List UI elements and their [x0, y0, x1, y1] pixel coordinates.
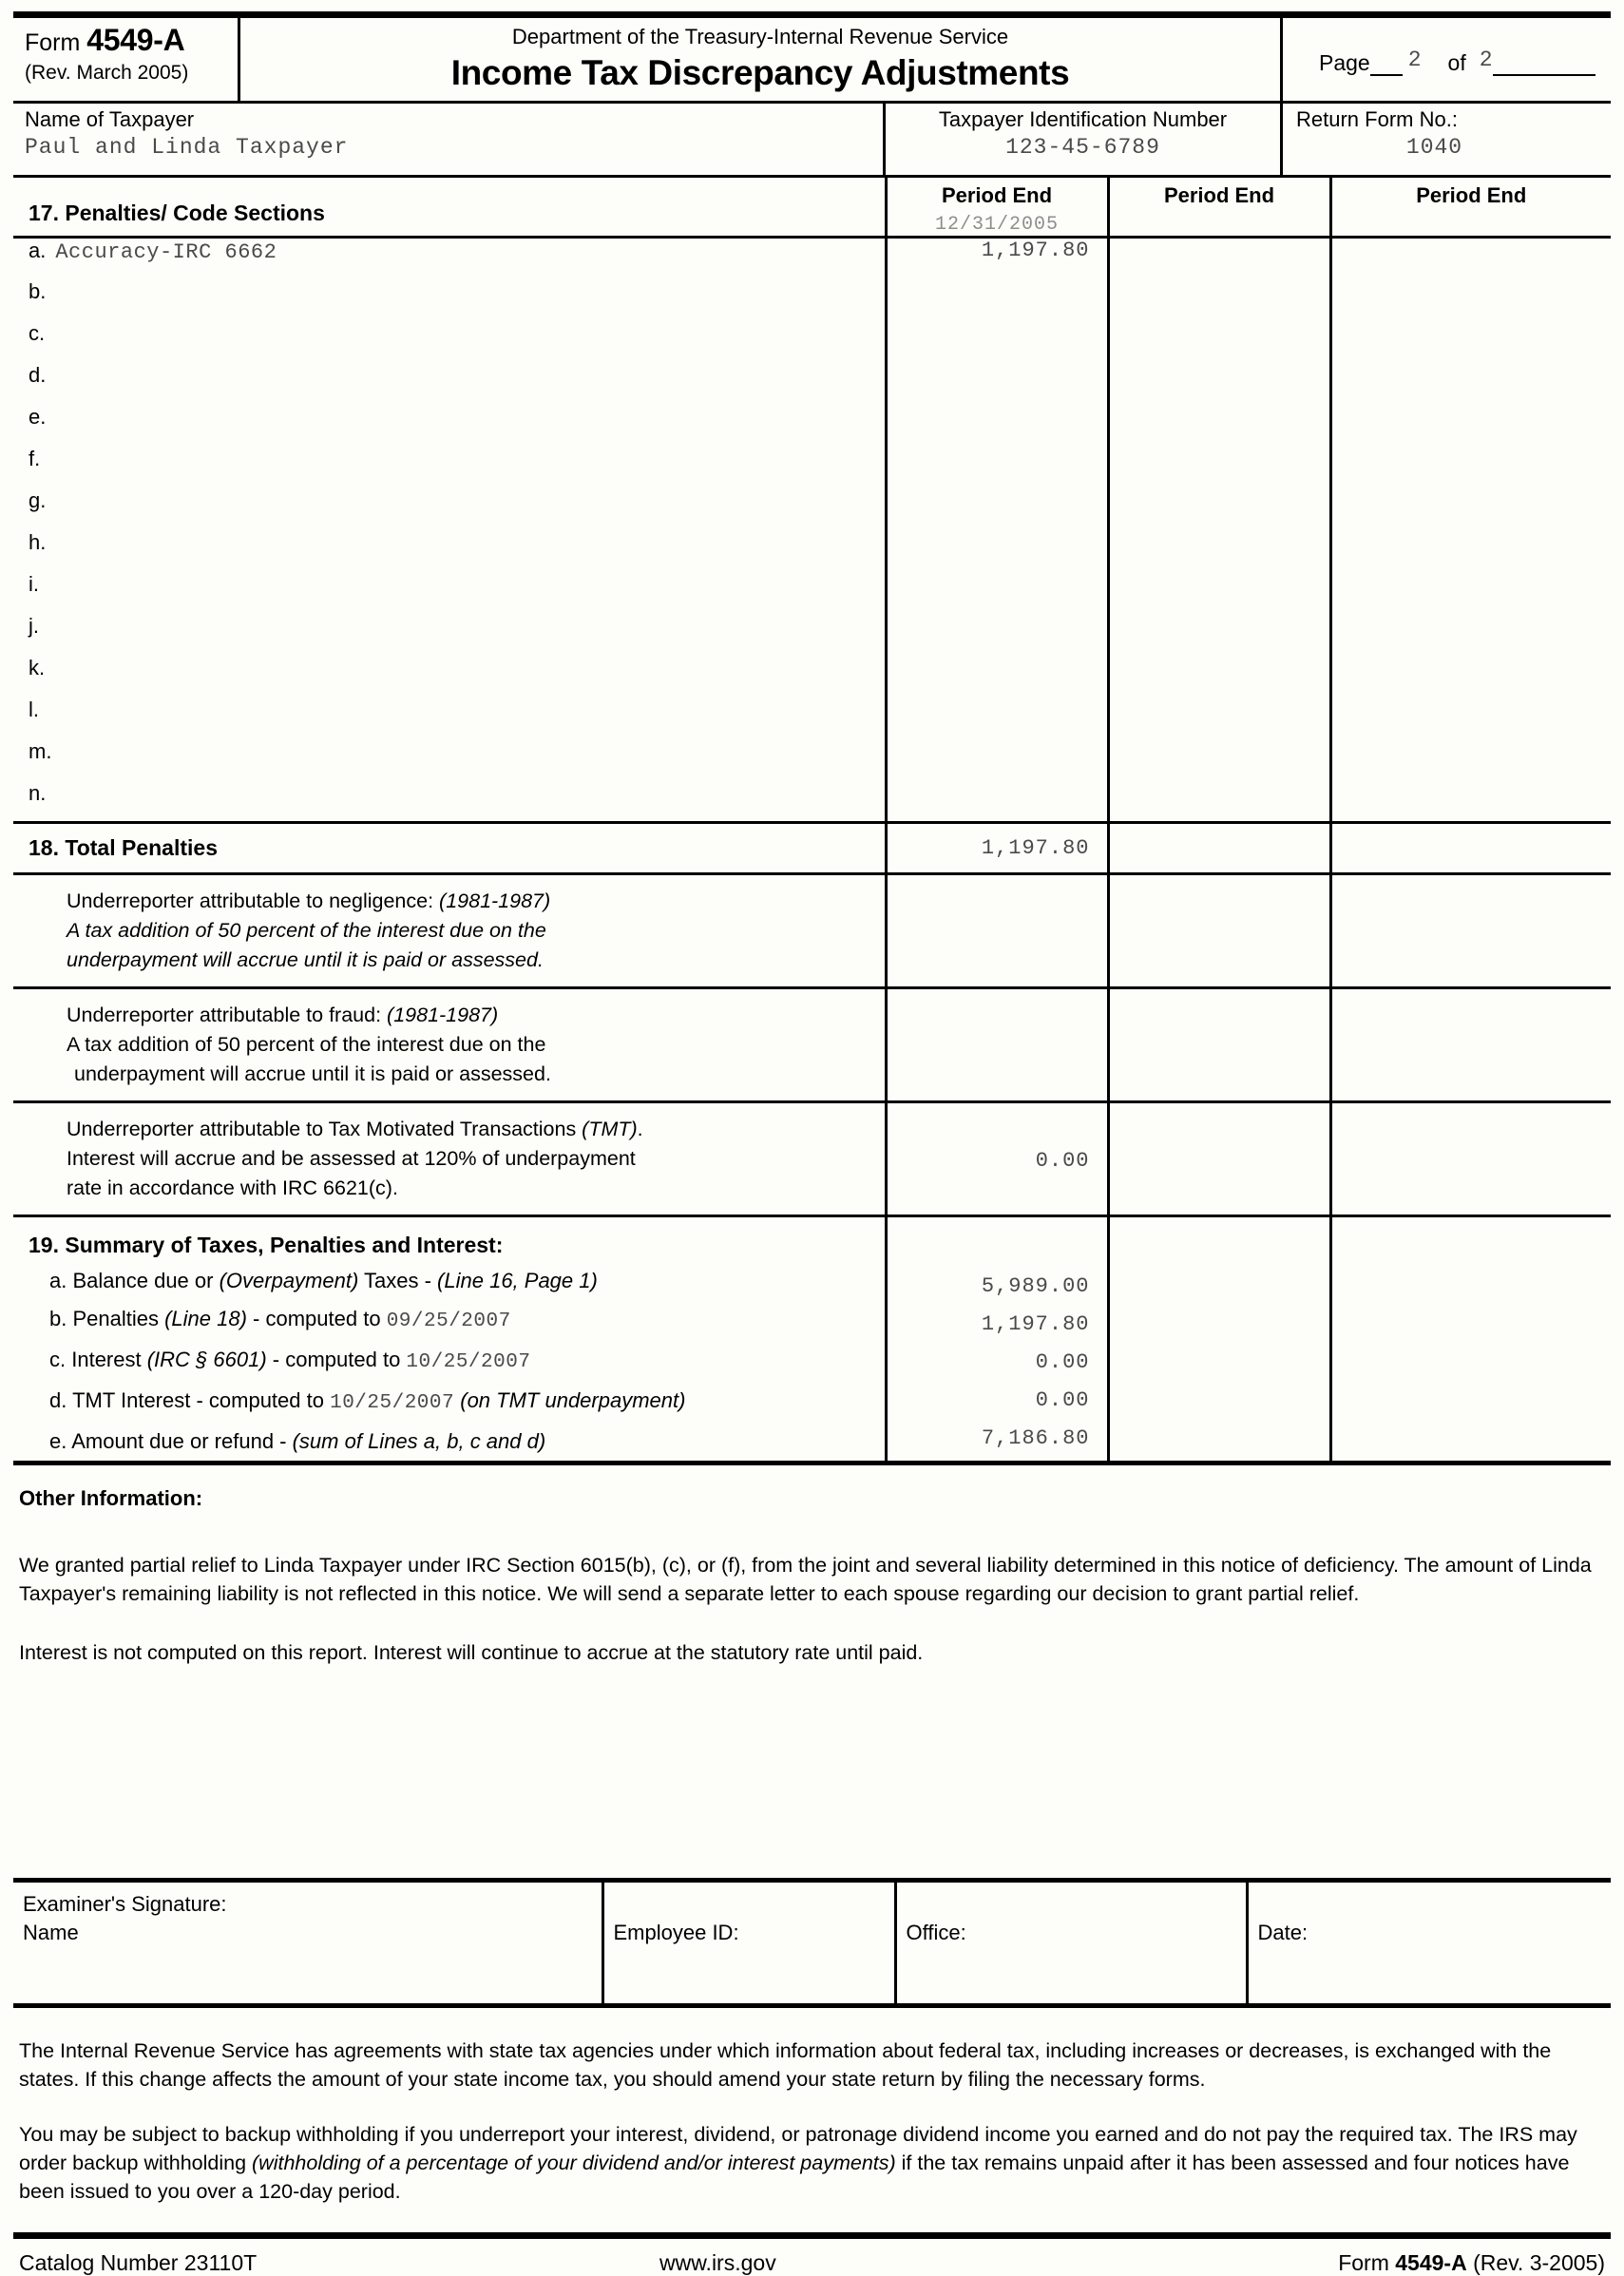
penalty-amount-cell-1[interactable]: [886, 698, 1108, 739]
page-number-box: [1280, 18, 1611, 101]
penalty-row: [13, 572, 1611, 614]
penalty-amount-cell-2[interactable]: [1108, 698, 1330, 739]
footer-form-number: 4549-A: [1395, 2250, 1467, 2275]
penalty-description-cell[interactable]: [13, 279, 886, 321]
form-number: 4549-A: [86, 23, 185, 57]
penalty-amount-cell-2[interactable]: [1108, 656, 1330, 698]
penalty-description-cell[interactable]: [13, 781, 886, 823]
penalty-letter: d.: [29, 362, 47, 387]
total-penalties-label-cell: [13, 823, 886, 874]
period-end-date-2: [1110, 208, 1329, 214]
total-penalties-p1-cell: [886, 823, 1108, 874]
penalty-letter: n.: [29, 780, 47, 805]
negligence-p1-cell: [886, 874, 1108, 988]
summary-amount-3: [1332, 1344, 1612, 1382]
taxpayer-name-cell: [13, 104, 886, 175]
footer-rule: [13, 2232, 1611, 2239]
disclosure-paragraph-2: [13, 2120, 1611, 2206]
penalty-row: [13, 321, 1611, 363]
period-end-label-3: Period End: [1416, 183, 1527, 207]
penalty-letter: c.: [29, 320, 46, 345]
penalty-row: [13, 656, 1611, 698]
summary-amount-3: [1332, 1382, 1612, 1420]
fraud-text-cell: [13, 988, 886, 1102]
summary-line-italic-1: (IRC § 6601): [146, 1348, 267, 1371]
penalty-row: [13, 447, 1611, 488]
summary-line-text-mid: Taxes -: [358, 1269, 438, 1292]
fraud-line1-years: (1981-1987): [387, 1004, 499, 1026]
summary-line: [13, 1423, 885, 1461]
penalty-amount-cell-1[interactable]: [886, 572, 1108, 614]
penalty-amount-cell-3[interactable]: [1330, 530, 1611, 572]
penalty-amount-cell-1[interactable]: [886, 488, 1108, 530]
disclosures-section: [13, 2037, 1611, 2206]
form-revision: (Rev. March 2005): [25, 62, 189, 84]
total-penalties-row: [13, 823, 1611, 874]
tmt-line3: rate in accordance with IRC 6621(c).: [67, 1176, 398, 1199]
penalty-amount-cell-3[interactable]: [1330, 739, 1611, 781]
summary-line-date: 10/25/2007: [406, 1351, 531, 1373]
summary-line-text: Amount due or refund -: [71, 1429, 293, 1453]
penalty-amount-cell-1[interactable]: [886, 238, 1108, 279]
summary-line-text: TMT Interest - computed to: [72, 1388, 331, 1412]
summary-labels-cell: [13, 1216, 886, 1463]
penalty-amount-cell-3[interactable]: [1330, 405, 1611, 447]
penalty-amount-cell-2[interactable]: [1108, 238, 1330, 279]
penalty-amount-cell-2[interactable]: [1108, 447, 1330, 488]
penalty-amount-cell-2[interactable]: [1108, 488, 1330, 530]
summary-line-italic-1: (sum of Lines a, b, c and d): [292, 1429, 546, 1453]
penalty-amount-cell-1[interactable]: [886, 614, 1108, 656]
negligence-text-cell: [13, 874, 886, 988]
other-information-paragraph-1: We granted partial relief to Linda Taxpayer under IRC Section 6015(b), (c), or (f), from the joint and several liability determined in this notice of deficiency. The amount of Linda Taxpayer's remaining liability is not reflected in this notice. We will send a separate letter to each spouse regarding our decision to grant partial relief.: [19, 1554, 1592, 1605]
summary-line-letter: c.: [49, 1348, 72, 1371]
date-label: Date:: [1257, 1921, 1309, 1944]
summary-heading: 19. Summary of Taxes, Penalties and Interest:: [29, 1233, 504, 1257]
penalty-description-cell[interactable]: [13, 405, 886, 447]
page-title: Income Tax Discrepancy Adjustments: [450, 53, 1070, 92]
penalty-description-cell[interactable]: [13, 447, 886, 488]
summary-line-date: 10/25/2007: [330, 1392, 455, 1414]
penalty-row: [13, 279, 1611, 321]
disclosure-2-italic: (withholding of a percentage of your dividend and/or interest payments): [252, 2152, 896, 2174]
penalty-amount-cell-3[interactable]: [1330, 614, 1611, 656]
summary-amount-2: [1110, 1382, 1329, 1420]
period-end-date-3: [1332, 208, 1612, 214]
summary-line-italic-1: (Overpayment): [219, 1269, 359, 1292]
summary-line-letter: a.: [49, 1269, 73, 1292]
taxpayer-name-value: Paul and Linda Taxpayer: [25, 135, 349, 160]
penalty-amount-cell-1[interactable]: [886, 530, 1108, 572]
penalty-description-cell[interactable]: [13, 321, 886, 363]
negligence-p2-cell: [1108, 874, 1330, 988]
form-page: [13, 11, 1611, 2275]
taxpayer-tin-value: 123-45-6789: [1005, 135, 1160, 160]
penalty-amount-cell-2[interactable]: [1108, 363, 1330, 405]
fraud-p3-cell: [1330, 988, 1611, 1102]
summary-line-italic-1: (Line 18): [164, 1307, 247, 1330]
period-end-label-1: Period End: [941, 183, 1053, 207]
summary-line-text-mid: - computed to: [246, 1307, 387, 1330]
tmt-p3: [1332, 1103, 1612, 1149]
form-identity-box: [13, 18, 240, 101]
negligence-line1-plain: Underreporter attributable to negligence:: [67, 889, 440, 912]
other-information-section: [13, 1465, 1611, 1667]
summary-p1-cell: [886, 1216, 1108, 1463]
penalty-row: [13, 488, 1611, 530]
penalty-letter: g.: [29, 488, 47, 512]
other-information-paragraph-2: Interest is not computed on this report. Interest will continue to accrue at the statutory rate until paid.: [19, 1641, 924, 1664]
summary-amount-2: [1110, 1344, 1329, 1382]
penalty-code-section: Accuracy-IRC 6662: [55, 240, 277, 264]
period-end-col-1-header: [886, 178, 1108, 238]
summary-amount-1: 0.00: [1035, 1350, 1090, 1374]
summary-p2-values: [1110, 1217, 1329, 1458]
penalty-amount-1: 1,197.80: [981, 239, 1090, 262]
summary-row: [13, 1216, 1611, 1463]
summary-line-italic-2: (Line 16, Page 1): [437, 1269, 598, 1292]
tmt-line2: Interest will accrue and be assessed at 120% of underpayment: [67, 1147, 636, 1170]
penalty-letter: i.: [29, 571, 39, 596]
penalty-amount-cell-3[interactable]: [1330, 781, 1611, 823]
penalty-amount-cell-3[interactable]: [1330, 363, 1611, 405]
period-end-col-3-header: [1330, 178, 1611, 238]
tmt-p1: 0.00: [1035, 1149, 1090, 1173]
adjustments-table: [13, 178, 1611, 1465]
summary-line: [13, 1300, 885, 1341]
summary-amount-2: [1110, 1420, 1329, 1458]
penalty-amount-cell-3[interactable]: [1330, 488, 1611, 530]
page-total: 2: [1479, 48, 1493, 72]
penalty-description-cell[interactable]: [13, 572, 886, 614]
fraud-p2-cell: [1108, 988, 1330, 1102]
penalty-amount-cell-1[interactable]: [886, 279, 1108, 321]
summary-amount-2: [1110, 1268, 1329, 1306]
fraud-p1-cell: [886, 988, 1108, 1102]
examiner-signature-cell[interactable]: [13, 1881, 602, 2006]
summary-line: [13, 1262, 885, 1300]
examiner-name-label: Name: [23, 1921, 79, 1944]
penalty-amount-cell-1[interactable]: [886, 321, 1108, 363]
penalty-description-cell[interactable]: [13, 488, 886, 530]
tmt-line1-abbrev: (TMT): [582, 1118, 638, 1140]
summary-line-date: 09/25/2007: [386, 1310, 511, 1332]
summary-amount-1: 5,989.00: [981, 1274, 1090, 1298]
penalty-amount-cell-2[interactable]: [1108, 739, 1330, 781]
summary-line-text: Penalties: [72, 1307, 165, 1330]
employee-id-label: Employee ID:: [613, 1921, 739, 1944]
office-label: Office:: [906, 1921, 966, 1944]
penalty-amount-cell-2[interactable]: [1108, 405, 1330, 447]
fraud-line3: underpayment will accrue until it is paid or assessed.: [74, 1062, 551, 1085]
penalty-row: [13, 614, 1611, 656]
tmt-p3-cell: [1330, 1102, 1611, 1216]
summary-amount-3: [1332, 1420, 1612, 1458]
penalty-amount-cell-2[interactable]: [1108, 781, 1330, 823]
irs-website[interactable]: www.irs.gov: [659, 2250, 776, 2275]
penalty-amount-cell-3[interactable]: [1330, 656, 1611, 698]
tmt-text-cell: [13, 1102, 886, 1216]
penalty-letter: j.: [29, 613, 39, 638]
tmt-row: [13, 1102, 1611, 1216]
tmt-p1-cell: [886, 1102, 1108, 1216]
summary-p3-cell: [1330, 1216, 1611, 1463]
penalty-letter: b.: [29, 278, 47, 303]
penalty-row: [13, 530, 1611, 572]
summary-line-italic-3: (on TMT underpayment): [460, 1388, 686, 1412]
penalty-letter: a. Accuracy-IRC 6662: [29, 239, 277, 264]
summary-amount-1: 1,197.80: [981, 1312, 1090, 1336]
penalty-row: [13, 238, 1611, 279]
summary-p3-values: [1332, 1217, 1612, 1458]
catalog-number: Catalog Number 23110T: [19, 2250, 258, 2275]
penalty-amount-cell-3[interactable]: [1330, 321, 1611, 363]
taxpayer-tin-label: Taxpayer Identification Number: [938, 107, 1228, 131]
negligence-line3: underpayment will accrue until it is paid or assessed.: [67, 948, 544, 971]
form-label: Form: [25, 29, 81, 56]
disclosure-paragraph-1: The Internal Revenue Service has agreements with state tax agencies under which information about federal tax, including increases or decreases, is exchanged with the states. If this change affects the amount of your state income tax, you should amend your state return by filing the necessary forms.: [19, 2039, 1552, 2091]
penalty-amount-cell-1[interactable]: [886, 447, 1108, 488]
penalty-row: [13, 363, 1611, 405]
taxpayer-tin-cell: [886, 104, 1283, 175]
page-underline-1: [1370, 74, 1403, 76]
penalty-letter: e.: [29, 404, 47, 429]
summary-p2-cell: [1108, 1216, 1330, 1463]
penalty-description-cell[interactable]: [13, 656, 886, 698]
penalty-amount-cell-3[interactable]: [1330, 447, 1611, 488]
disclosure-2-before: You may be subject to backup withholding if you underreport your interest, dividend, or patronage dividend income you earned and do not pay the required tax. The IRS may order backup withholding: [19, 2123, 1577, 2174]
total-penalties-p3: [1332, 824, 1612, 836]
penalty-description-cell[interactable]: [13, 363, 886, 405]
penalty-amount-cell-1[interactable]: [886, 781, 1108, 823]
fraud-row: [13, 988, 1611, 1102]
tmt-p2-cell: [1108, 1102, 1330, 1216]
penalty-amount-cell-2[interactable]: [1108, 321, 1330, 363]
summary-amount-3: [1332, 1268, 1612, 1306]
penalty-row: [13, 781, 1611, 823]
summary-amount-1: 0.00: [1035, 1388, 1090, 1412]
summary-line-text-mid: - computed to: [266, 1348, 407, 1371]
section-17-title: 17. Penalties/ Code Sections: [29, 201, 325, 225]
penalty-description-cell[interactable]: [13, 614, 886, 656]
penalty-description-cell[interactable]: [13, 530, 886, 572]
penalty-amount-cell-3[interactable]: [1330, 238, 1611, 279]
summary-line-text: Balance due or: [72, 1269, 220, 1292]
negligence-line1-years: (1981-1987): [439, 889, 551, 912]
summary-line-letter: e.: [49, 1429, 72, 1453]
section-17-title-cell: [13, 178, 886, 238]
form-number-line: [25, 24, 238, 59]
penalty-description-cell[interactable]: [13, 698, 886, 739]
penalty-row: [13, 405, 1611, 447]
total-penalties-label: 18. Total Penalties: [29, 835, 218, 860]
period-end-label-2: Period End: [1163, 183, 1275, 207]
penalty-amount-cell-2[interactable]: [1108, 279, 1330, 321]
tmt-line1-plain: Underreporter attributable to Tax Motivated Transactions: [67, 1118, 583, 1140]
summary-line-letter: b.: [49, 1307, 73, 1330]
penalty-amount-cell-2[interactable]: [1108, 530, 1330, 572]
penalty-letter: l.: [29, 697, 39, 721]
summary-line-text: Interest: [71, 1348, 147, 1371]
penalty-description-cell[interactable]: [13, 739, 886, 781]
date-cell[interactable]: [1247, 1881, 1611, 2006]
tmt-line1-end: .: [637, 1118, 643, 1140]
other-information-title: Other Information:: [19, 1486, 203, 1510]
signature-row: [13, 1881, 1611, 2006]
summary-line-letter: d.: [49, 1388, 73, 1412]
summary-line: [13, 1341, 885, 1382]
office-cell[interactable]: [895, 1881, 1247, 2006]
penalty-amount-cell-2[interactable]: [1108, 572, 1330, 614]
summary-p1-values: [888, 1217, 1107, 1458]
page-current: 2: [1407, 48, 1422, 72]
signature-table: [13, 1878, 1611, 2008]
footer-form-prefix: Form: [1338, 2250, 1396, 2275]
summary-amount-1: 7,186.80: [981, 1426, 1090, 1450]
penalty-amount-cell-3[interactable]: [1330, 572, 1611, 614]
penalty-amount-cell-1[interactable]: [886, 739, 1108, 781]
taxpayer-row: [13, 104, 1611, 178]
total-penalties-p2: [1110, 824, 1329, 836]
negligence-p3-cell: [1330, 874, 1611, 988]
penalty-rows-body: [13, 238, 1611, 823]
fraud-text: [13, 989, 885, 1100]
return-form-label: Return Form No.:: [1296, 107, 1458, 131]
disclosure-2-after: if the tax remains unpaid after it has been assessed and four notices have been issued to you over a 120-day period.: [19, 2152, 1570, 2203]
penalty-row: [13, 698, 1611, 739]
penalty-letter: h.: [29, 529, 47, 554]
negligence-text: [13, 875, 885, 986]
total-penalties-p2-cell: [1108, 823, 1330, 874]
penalty-amount-cell-3[interactable]: [1330, 279, 1611, 321]
footer-form-id: [1097, 2250, 1611, 2276]
fraud-line1-plain: Underreporter attributable to fraud:: [67, 1004, 388, 1026]
penalty-amount-cell-2[interactable]: [1108, 614, 1330, 656]
footer-form-suffix: (Rev. 3-2005): [1466, 2250, 1605, 2275]
penalty-row: [13, 739, 1611, 781]
return-form-value: 1040: [1405, 135, 1463, 160]
fraud-line2: A tax addition of 50 percent of the interest due on the: [67, 1033, 546, 1056]
penalty-letter: m.: [29, 738, 52, 763]
period-end-col-2-header: [1108, 178, 1330, 238]
penalty-amount-cell-1[interactable]: [886, 656, 1108, 698]
section-17-header-row: [13, 178, 1611, 238]
penalty-amount-cell-3[interactable]: [1330, 698, 1611, 739]
total-penalties-p3-cell: [1330, 823, 1611, 874]
penalty-letter: k.: [29, 655, 46, 679]
penalty-description-cell[interactable]: [13, 238, 886, 279]
penalty-letter: f.: [29, 446, 41, 470]
summary-line-labels: [13, 1262, 885, 1461]
summary-amount-2: [1110, 1306, 1329, 1344]
page-underline-2: [1493, 74, 1595, 76]
tmt-text: [13, 1103, 885, 1215]
of-label: of: [1447, 50, 1466, 75]
department-line: Department of the Treasury-Internal Revenue Service: [511, 25, 1009, 48]
tmt-p2: [1110, 1103, 1329, 1149]
negligence-line2: A tax addition of 50 percent of the interest due on the: [67, 919, 546, 942]
form-header: [13, 11, 1611, 104]
period-end-date-1: 12/31/2005: [934, 214, 1060, 236]
total-penalties-p1: 1,197.80: [981, 836, 1090, 860]
negligence-row: [13, 874, 1611, 988]
summary-line: [13, 1382, 885, 1423]
penalty-amount-cell-1[interactable]: [886, 405, 1108, 447]
examiner-signature-label: Examiner's Signature:: [23, 1892, 227, 1916]
form-footer: [13, 2239, 1611, 2276]
taxpayer-name-label: Name of Taxpayer: [25, 107, 195, 131]
penalty-amount-cell-1[interactable]: [886, 363, 1108, 405]
return-form-cell: [1283, 104, 1611, 175]
form-title-box: [240, 18, 1280, 101]
employee-id-cell[interactable]: [602, 1881, 895, 2006]
summary-amount-3: [1332, 1306, 1612, 1344]
page-label: Page: [1319, 50, 1370, 75]
signature-section: [13, 1878, 1611, 2008]
